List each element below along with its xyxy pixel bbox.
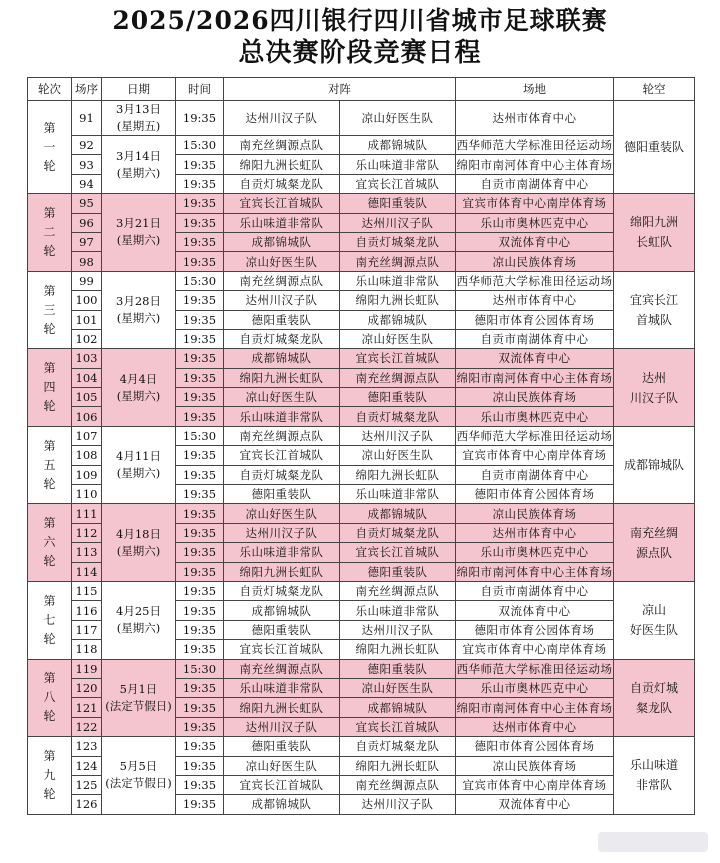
round-label: 第 三 轮 <box>28 271 72 349</box>
match-row <box>28 136 695 155</box>
home-team: 南充丝绸源点队 <box>224 426 340 445</box>
match-time: 19:35 <box>176 795 224 814</box>
match-time: 19:35 <box>176 349 224 368</box>
match-number: 105 <box>72 388 102 407</box>
venue: 乐山市奥林匹克中心 <box>456 543 614 562</box>
match-time: 19:35 <box>176 756 224 775</box>
venue: 双流体育中心 <box>456 601 614 620</box>
venue: 乐山市奥林匹克中心 <box>456 213 614 232</box>
venue: 西华师范大学标准田径运动场 <box>456 659 614 678</box>
match-row <box>28 581 695 600</box>
match-time: 19:35 <box>176 640 224 659</box>
venue: 绵阳市南河体育中心主体育场 <box>456 698 614 717</box>
home-team: 自贡灯城粲龙队 <box>224 465 340 484</box>
away-team: 凉山好医生队 <box>340 446 456 465</box>
match-number: 115 <box>72 581 102 600</box>
home-team: 自贡灯城粲龙队 <box>224 329 340 348</box>
round-label: 第 二 轮 <box>28 194 72 272</box>
match-time: 15:30 <box>176 426 224 445</box>
match-number: 126 <box>72 795 102 814</box>
away-team: 南充丝绸源点队 <box>340 252 456 271</box>
home-team: 成都锦城队 <box>224 349 340 368</box>
away-team: 绵阳九洲长虹队 <box>340 465 456 484</box>
bye-team: 自贡灯城 粲龙队 <box>614 659 695 737</box>
header-round: 轮次 <box>28 78 72 101</box>
away-team: 德阳重装队 <box>340 194 456 213</box>
home-team: 自贡灯城粲龙队 <box>224 174 340 193</box>
match-time: 19:35 <box>176 252 224 271</box>
header-row <box>28 78 695 101</box>
match-number: 112 <box>72 523 102 542</box>
away-team: 达州川汉子队 <box>340 426 456 445</box>
match-number: 92 <box>72 136 102 155</box>
venue: 德阳市体育公园体育场 <box>456 737 614 756</box>
away-team: 德阳重装队 <box>340 562 456 581</box>
match-time: 19:35 <box>176 388 224 407</box>
bye-team: 绵阳九洲 长虹队 <box>614 194 695 272</box>
away-team: 自贡灯城粲龙队 <box>340 523 456 542</box>
header-date: 日期 <box>102 78 176 101</box>
match-time: 19:35 <box>176 698 224 717</box>
away-team: 成都锦城队 <box>340 504 456 523</box>
away-team: 宜宾长江首城队 <box>340 543 456 562</box>
match-date: 3月13日 (星期五) <box>102 101 176 136</box>
home-team: 宜宾长江首城队 <box>224 194 340 213</box>
match-time: 19:35 <box>176 232 224 251</box>
away-team: 自贡灯城粲龙队 <box>340 407 456 426</box>
match-row <box>28 349 695 368</box>
match-row <box>28 426 695 445</box>
match-time: 19:35 <box>176 717 224 736</box>
match-row <box>28 504 695 523</box>
match-number: 121 <box>72 698 102 717</box>
away-team: 乐山味道非常队 <box>340 271 456 290</box>
match-number: 122 <box>72 717 102 736</box>
bye-team: 凉山 好医生队 <box>614 581 695 659</box>
match-time: 19:35 <box>176 407 224 426</box>
away-team: 宜宾长江首城队 <box>340 717 456 736</box>
venue: 宜宾市体育中心南岸体育场 <box>456 446 614 465</box>
match-number: 118 <box>72 640 102 659</box>
match-number: 95 <box>72 194 102 213</box>
match-time: 15:30 <box>176 136 224 155</box>
match-time: 19:35 <box>176 620 224 639</box>
match-time: 19:35 <box>176 523 224 542</box>
away-team: 成都锦城队 <box>340 698 456 717</box>
match-time: 19:35 <box>176 291 224 310</box>
match-time: 15:30 <box>176 271 224 290</box>
venue: 乐山市奥林匹克中心 <box>456 407 614 426</box>
match-date: 3月28日 (星期六) <box>102 271 176 349</box>
bye-team: 南充丝绸 源点队 <box>614 504 695 582</box>
away-team: 绵阳九洲长虹队 <box>340 291 456 310</box>
match-number: 125 <box>72 775 102 794</box>
venue: 达州市体育中心 <box>456 523 614 542</box>
venue: 宜宾市体育中心南岸体育场 <box>456 194 614 213</box>
match-time: 19:35 <box>176 174 224 193</box>
match-number: 114 <box>72 562 102 581</box>
match-time: 19:35 <box>176 601 224 620</box>
home-team: 宜宾长江首城队 <box>224 775 340 794</box>
home-team: 绵阳九洲长虹队 <box>224 155 340 174</box>
match-row <box>28 659 695 678</box>
match-date: 3月14日 (星期六) <box>102 136 176 194</box>
away-team: 凉山好医生队 <box>340 329 456 348</box>
match-row <box>28 737 695 756</box>
match-time: 19:35 <box>176 310 224 329</box>
away-team: 自贡灯城粲龙队 <box>340 737 456 756</box>
venue: 双流体育中心 <box>456 795 614 814</box>
header-match-no: 场序 <box>72 78 102 101</box>
bye-team: 德阳重装队 <box>614 101 695 194</box>
match-number: 124 <box>72 756 102 775</box>
home-team: 南充丝绸源点队 <box>224 659 340 678</box>
match-number: 99 <box>72 271 102 290</box>
round-label: 第 一 轮 <box>28 101 72 194</box>
home-team: 凉山好医生队 <box>224 388 340 407</box>
venue: 西华师范大学标准田径运动场 <box>456 271 614 290</box>
home-team: 成都锦城队 <box>224 601 340 620</box>
home-team: 绵阳九洲长虹队 <box>224 698 340 717</box>
venue: 绵阳市南河体育中心主体育场 <box>456 562 614 581</box>
home-team: 宜宾长江首城队 <box>224 640 340 659</box>
round-label: 第 九 轮 <box>28 737 72 815</box>
home-team: 达州川汉子队 <box>224 717 340 736</box>
match-number: 97 <box>72 232 102 251</box>
home-team: 乐山味道非常队 <box>224 678 340 697</box>
home-team: 绵阳九洲长虹队 <box>224 562 340 581</box>
away-team: 宜宾长江首城队 <box>340 349 456 368</box>
away-team: 自贡灯城粲龙队 <box>340 232 456 251</box>
home-team: 南充丝绸源点队 <box>224 271 340 290</box>
match-number: 100 <box>72 291 102 310</box>
venue: 凉山民族体育场 <box>456 504 614 523</box>
venue: 凉山民族体育场 <box>456 388 614 407</box>
match-number: 101 <box>72 310 102 329</box>
page-title: 2025/2026四川银行四川省城市足球联赛 <box>0 5 720 37</box>
match-number: 109 <box>72 465 102 484</box>
match-number: 98 <box>72 252 102 271</box>
match-date: 5月5日 (法定节假日) <box>102 737 176 815</box>
home-team: 达州川汉子队 <box>224 101 340 136</box>
schedule-body <box>28 101 695 815</box>
home-team: 达州川汉子队 <box>224 291 340 310</box>
round-label: 第 六 轮 <box>28 504 72 582</box>
match-row <box>28 101 695 136</box>
venue: 绵阳市南河体育中心主体育场 <box>456 368 614 387</box>
match-time: 15:30 <box>176 659 224 678</box>
match-time: 19:35 <box>176 446 224 465</box>
home-team: 自贡灯城粲龙队 <box>224 581 340 600</box>
venue: 西华师范大学标准田径运动场 <box>456 426 614 445</box>
header-venue: 场地 <box>456 78 614 101</box>
match-time: 19:35 <box>176 678 224 697</box>
venue: 宜宾市体育中心南岸体育场 <box>456 640 614 659</box>
venue: 双流体育中心 <box>456 232 614 251</box>
match-time: 19:35 <box>176 562 224 581</box>
match-number: 110 <box>72 485 102 504</box>
round-label: 第 七 轮 <box>28 581 72 659</box>
match-time: 19:35 <box>176 213 224 232</box>
match-time: 19:35 <box>176 737 224 756</box>
venue: 宜宾市体育中心南岸体育场 <box>456 775 614 794</box>
away-team: 德阳重装队 <box>340 659 456 678</box>
venue: 自贡市南湖体育中心 <box>456 174 614 193</box>
match-number: 94 <box>72 174 102 193</box>
match-date: 4月18日 (星期六) <box>102 504 176 582</box>
away-team: 达州川汉子队 <box>340 213 456 232</box>
match-number: 111 <box>72 504 102 523</box>
match-time: 19:35 <box>176 581 224 600</box>
home-team: 凉山好医生队 <box>224 252 340 271</box>
match-time: 19:35 <box>176 465 224 484</box>
away-team: 南充丝绸源点队 <box>340 368 456 387</box>
home-team: 达州川汉子队 <box>224 523 340 542</box>
venue: 达州市体育中心 <box>456 101 614 136</box>
bye-team: 乐山味道 非常队 <box>614 737 695 815</box>
match-number: 117 <box>72 620 102 639</box>
away-team: 达州川汉子队 <box>340 795 456 814</box>
match-number: 107 <box>72 426 102 445</box>
home-team: 宜宾长江首城队 <box>224 446 340 465</box>
away-team: 绵阳九洲长虹队 <box>340 640 456 659</box>
match-date: 4月25日 (星期六) <box>102 581 176 659</box>
away-team: 乐山味道非常队 <box>340 485 456 504</box>
home-team: 德阳重装队 <box>224 620 340 639</box>
home-team: 乐山味道非常队 <box>224 543 340 562</box>
away-team: 乐山味道非常队 <box>340 155 456 174</box>
venue: 绵阳市南河体育中心主体育场 <box>456 155 614 174</box>
venue: 西华师范大学标准田径运动场 <box>456 136 614 155</box>
match-number: 91 <box>72 101 102 136</box>
venue: 凉山民族体育场 <box>456 756 614 775</box>
round-label: 第 四 轮 <box>28 349 72 427</box>
home-team: 绵阳九洲长虹队 <box>224 368 340 387</box>
match-row <box>28 271 695 290</box>
home-team: 德阳重装队 <box>224 310 340 329</box>
home-team: 乐山味道非常队 <box>224 213 340 232</box>
away-team: 达州川汉子队 <box>340 620 456 639</box>
match-time: 19:35 <box>176 194 224 213</box>
venue: 德阳市体育公园体育场 <box>456 310 614 329</box>
round-label: 第 八 轮 <box>28 659 72 737</box>
bye-team: 宜宾长江 首城队 <box>614 271 695 349</box>
venue: 自贡市南湖体育中心 <box>456 581 614 600</box>
match-number: 103 <box>72 349 102 368</box>
match-number: 102 <box>72 329 102 348</box>
bye-team: 成都锦城队 <box>614 426 695 504</box>
match-date: 4月11日 (星期六) <box>102 426 176 504</box>
away-team: 乐山味道非常队 <box>340 601 456 620</box>
home-team: 德阳重装队 <box>224 737 340 756</box>
match-number: 108 <box>72 446 102 465</box>
away-team: 南充丝绸源点队 <box>340 775 456 794</box>
venue: 自贡市南湖体育中心 <box>456 329 614 348</box>
match-time: 19:35 <box>176 775 224 794</box>
match-number: 120 <box>72 678 102 697</box>
schedule-table <box>27 77 695 815</box>
header-bye: 轮空 <box>614 78 695 101</box>
match-number: 93 <box>72 155 102 174</box>
home-team: 乐山味道非常队 <box>224 407 340 426</box>
venue: 达州市体育中心 <box>456 291 614 310</box>
venue: 达州市体育中心 <box>456 717 614 736</box>
away-team: 成都锦城队 <box>340 310 456 329</box>
match-time: 19:35 <box>176 329 224 348</box>
match-time: 19:35 <box>176 101 224 136</box>
away-team: 南充丝绸源点队 <box>340 581 456 600</box>
away-team: 凉山好医生队 <box>340 101 456 136</box>
home-team: 凉山好医生队 <box>224 504 340 523</box>
venue: 双流体育中心 <box>456 349 614 368</box>
away-team: 凉山好医生队 <box>340 678 456 697</box>
match-time: 19:35 <box>176 485 224 504</box>
round-label: 第 五 轮 <box>28 426 72 504</box>
away-team: 绵阳九洲长虹队 <box>340 756 456 775</box>
match-time: 19:35 <box>176 155 224 174</box>
header-time: 时间 <box>176 78 224 101</box>
page-subtitle: 总决赛阶段竞赛日程 <box>0 37 720 69</box>
venue: 乐山市奥林匹克中心 <box>456 678 614 697</box>
match-date: 4月4日 (星期六) <box>102 349 176 427</box>
home-team: 成都锦城队 <box>224 232 340 251</box>
venue: 自贡市南湖体育中心 <box>456 465 614 484</box>
home-team: 南充丝绸源点队 <box>224 136 340 155</box>
watermark <box>598 832 708 852</box>
home-team: 德阳重装队 <box>224 485 340 504</box>
match-row <box>28 194 695 213</box>
match-number: 106 <box>72 407 102 426</box>
venue: 德阳市体育公园体育场 <box>456 485 614 504</box>
away-team: 宜宾长江首城队 <box>340 174 456 193</box>
match-number: 96 <box>72 213 102 232</box>
away-team: 成都锦城队 <box>340 136 456 155</box>
header-fixture: 对阵 <box>224 78 456 101</box>
match-number: 119 <box>72 659 102 678</box>
home-team: 凉山好医生队 <box>224 756 340 775</box>
bye-team: 达州 川汉子队 <box>614 349 695 427</box>
venue: 凉山民族体育场 <box>456 252 614 271</box>
match-time: 19:35 <box>176 368 224 387</box>
match-number: 113 <box>72 543 102 562</box>
venue: 德阳市体育公园体育场 <box>456 620 614 639</box>
match-time: 19:35 <box>176 543 224 562</box>
match-number: 123 <box>72 737 102 756</box>
match-time: 19:35 <box>176 504 224 523</box>
home-team: 成都锦城队 <box>224 795 340 814</box>
away-team: 德阳重装队 <box>340 388 456 407</box>
match-number: 116 <box>72 601 102 620</box>
match-date: 3月21日 (星期六) <box>102 194 176 272</box>
match-date: 5月1日 (法定节假日) <box>102 659 176 737</box>
match-number: 104 <box>72 368 102 387</box>
